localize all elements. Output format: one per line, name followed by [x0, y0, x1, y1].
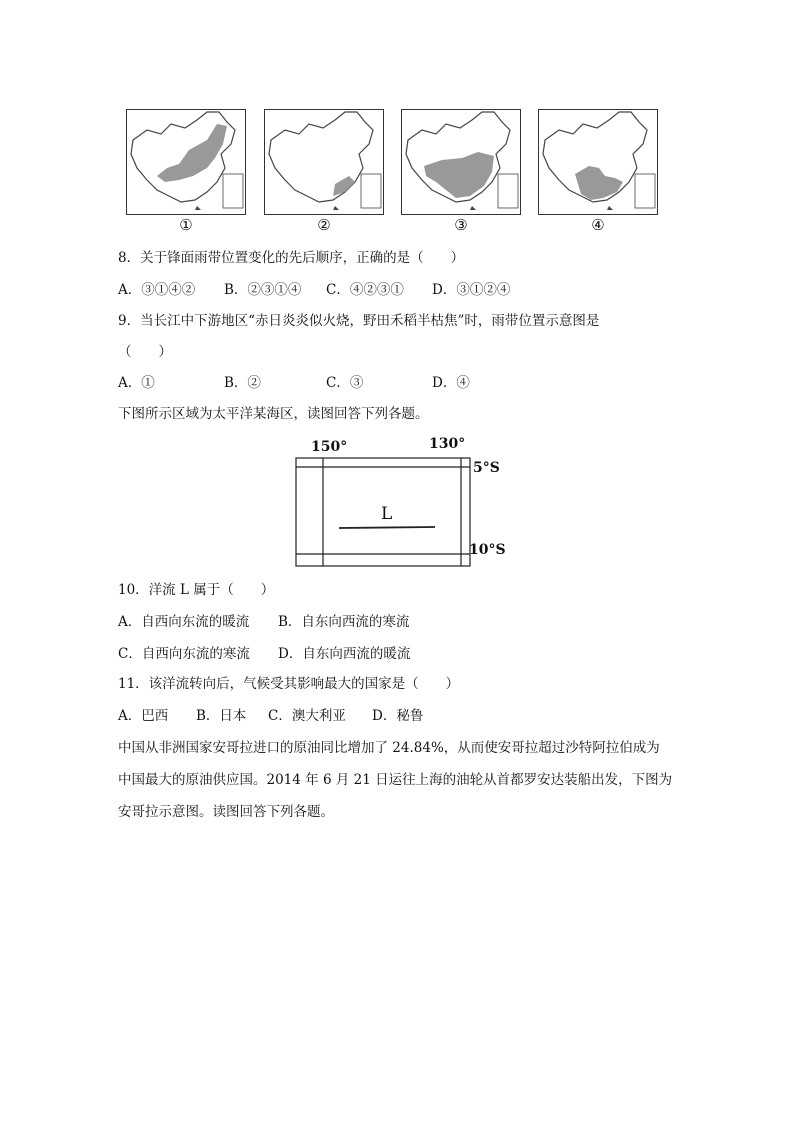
map-2 [264, 109, 384, 234]
longitude-130-label: 130° [429, 436, 466, 452]
china-map-4 [538, 109, 658, 215]
q10-option-a[interactable]: A．自西向东流的暖流 [118, 614, 250, 630]
intro-angola [118, 732, 688, 828]
q11-option-a[interactable]: A．巴西 [118, 708, 169, 724]
map-4 [538, 109, 658, 234]
q9-stem-cont: （ ） [118, 344, 172, 360]
map-label: ① [179, 216, 193, 234]
latitude-10s-label: 10°S [469, 542, 506, 558]
ocean-current-diagram [293, 436, 513, 568]
map-label: ③ [454, 216, 468, 234]
map-label: ② [317, 216, 331, 234]
intro-angola-line: 中国从非洲国家安哥拉进口的原油同比增加了 24.84%，从而使安哥拉超过沙特阿拉伯成为 [118, 740, 660, 756]
intro-angola-line: 安哥拉示意图。读图回答下列各题。 [118, 804, 334, 820]
china-map-2 [264, 109, 384, 215]
q10-option-c[interactable]: C．自西向东流的寒流 [118, 646, 250, 662]
q8-option-a[interactable]: A．③①④② [118, 282, 196, 298]
q11-stem: 11．该洋流转向后，气候受其影响最大的国家是（ ） [118, 676, 460, 692]
q9-option-a[interactable]: A．① [118, 375, 155, 391]
rainbelt-maps-row [126, 109, 721, 234]
q9-option-b[interactable]: B．② [224, 375, 261, 391]
longitude-150-label: 150° [311, 439, 348, 455]
q9-options [118, 373, 470, 393]
q9-option-c[interactable]: C．③ [326, 375, 364, 391]
china-map-1 [126, 109, 246, 215]
map-label: ④ [591, 216, 605, 234]
intro-angola-line: 中国最大的原油供应国。2014 年 6 月 21 日运往上海的油轮从首都罗安达装船出发，下图为 [118, 772, 673, 788]
q10-option-b[interactable]: B．自东向西流的寒流 [278, 614, 410, 630]
q8-option-c[interactable]: C．④②③① [326, 282, 404, 298]
current-l-label: L [381, 504, 393, 524]
current-line [339, 527, 435, 528]
q10-option-d[interactable]: D．自东向西流的暖流 [278, 646, 411, 662]
q8-stem: 8．关于锋面雨带位置变化的先后顺序，正确的是（ ） [118, 250, 465, 266]
q11-option-d[interactable]: D．秘鲁 [372, 708, 424, 724]
q9-stem: 9．当长江中下游地区“赤日炎炎似火烧，野田禾稻半枯焦”时，雨带位置示意图是 [118, 313, 600, 329]
q8-option-d[interactable]: D．③①②④ [432, 282, 511, 298]
q10-options-row1 [118, 612, 409, 632]
q10-options-row2 [118, 644, 410, 664]
q8-option-b[interactable]: B．②③①④ [224, 282, 302, 298]
q9-option-d[interactable]: D．④ [432, 375, 470, 391]
map-3 [401, 109, 521, 234]
q11-option-b[interactable]: B．日本 [196, 708, 247, 724]
q11-options [118, 706, 423, 726]
intro-pacific: 下图所示区域为太平洋某海区，读图回答下列各题。 [118, 406, 429, 422]
q8-options [118, 280, 510, 300]
q11-option-c[interactable]: C．澳大利亚 [268, 708, 346, 724]
china-map-3 [401, 109, 521, 215]
map-1 [126, 109, 246, 234]
latitude-5s-label: 5°S [473, 460, 500, 476]
q10-stem: 10．洋流 L 属于（ ） [118, 582, 275, 598]
